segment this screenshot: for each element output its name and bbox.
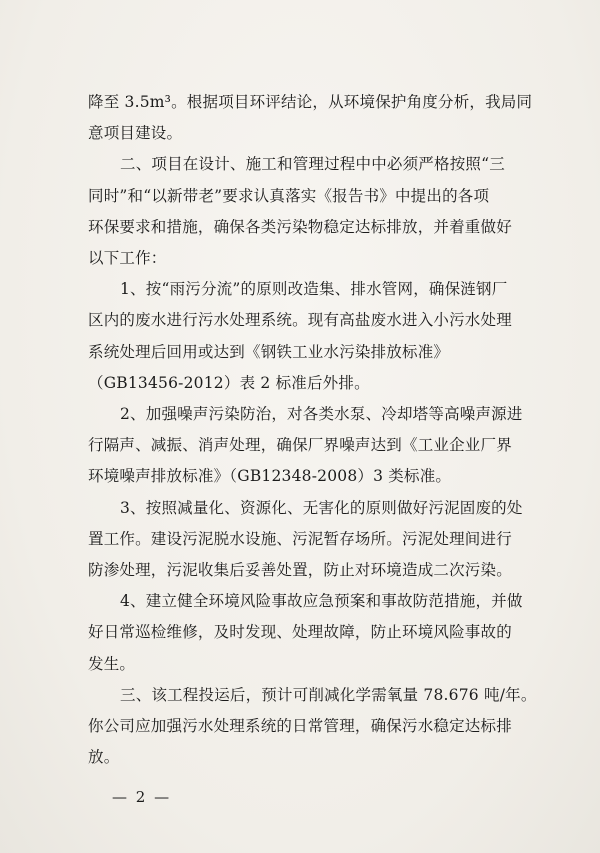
text-line-1: 降至 3.5m³。根据项目环评结论，从环境保护角度分析，我局同 [88,93,533,111]
text-line-9: 系统处理后回用或达到《钢铁工业水污染排放标准》 [88,343,450,361]
text-line-7: 1、按“雨污分流”的原则改造集、排水管网，确保涟钢厂 [120,280,508,298]
text-line-4: 同时”和“以新带老”要求认真落实《报告书》中提出的各项 [88,187,490,205]
text-line-14: 3、按照减量化、资源化、无害化的原则做好污泥固废的处 [120,499,523,517]
text-line-3: 二、项目在设计、施工和管理过程中中必须严格按照“三 [120,155,505,173]
text-line-22: 放。 [88,748,120,766]
text-line-8: 区内的废水进行污水处理系统。现有高盐废水进入小污水处理 [88,311,512,329]
text-line-20: 三、该工程投运后，预计可削减化学需氧量 78.676 吨/年。 [120,686,537,704]
text-line-15: 置工作。建设污泥脱水设施、污泥暂存场所。污泥处理间进行 [88,530,512,548]
text-line-13: 环境噪声排放标准》（GB12348-2008）3 类标准。 [88,467,452,485]
page-number: — 2 — [112,788,172,806]
text-line-11: 2、加强噪声污染防治，对各类水泵、冷却塔等高噪声源进 [120,405,523,423]
text-line-2: 意项目建设。 [88,124,183,142]
text-line-12: 行隔声、减振、消声处理，确保厂界噪声达到《工业企业厂界 [88,436,512,454]
text-line-17: 4、建立健全环境风险事故应急预案和事故防范措施，并做 [120,592,523,610]
text-line-18: 好日常巡检维修，及时发现、处理故障，防止环境风险事故的 [88,623,512,641]
text-line-10: （GB13456-2012）表 2 标准后外排。 [88,374,370,392]
text-line-16: 防渗处理，污泥收集后妥善处置，防止对环境造成二次污染。 [88,561,512,579]
text-line-19: 发生。 [88,655,136,673]
text-line-5: 环保要求和措施，确保各类污染物稳定达标排放，并着重做好 [88,218,512,236]
text-line-21: 你公司应加强污水处理系统的日常管理，确保污水稳定达标排 [88,717,512,735]
text-line-6: 以下工作： [88,249,167,267]
